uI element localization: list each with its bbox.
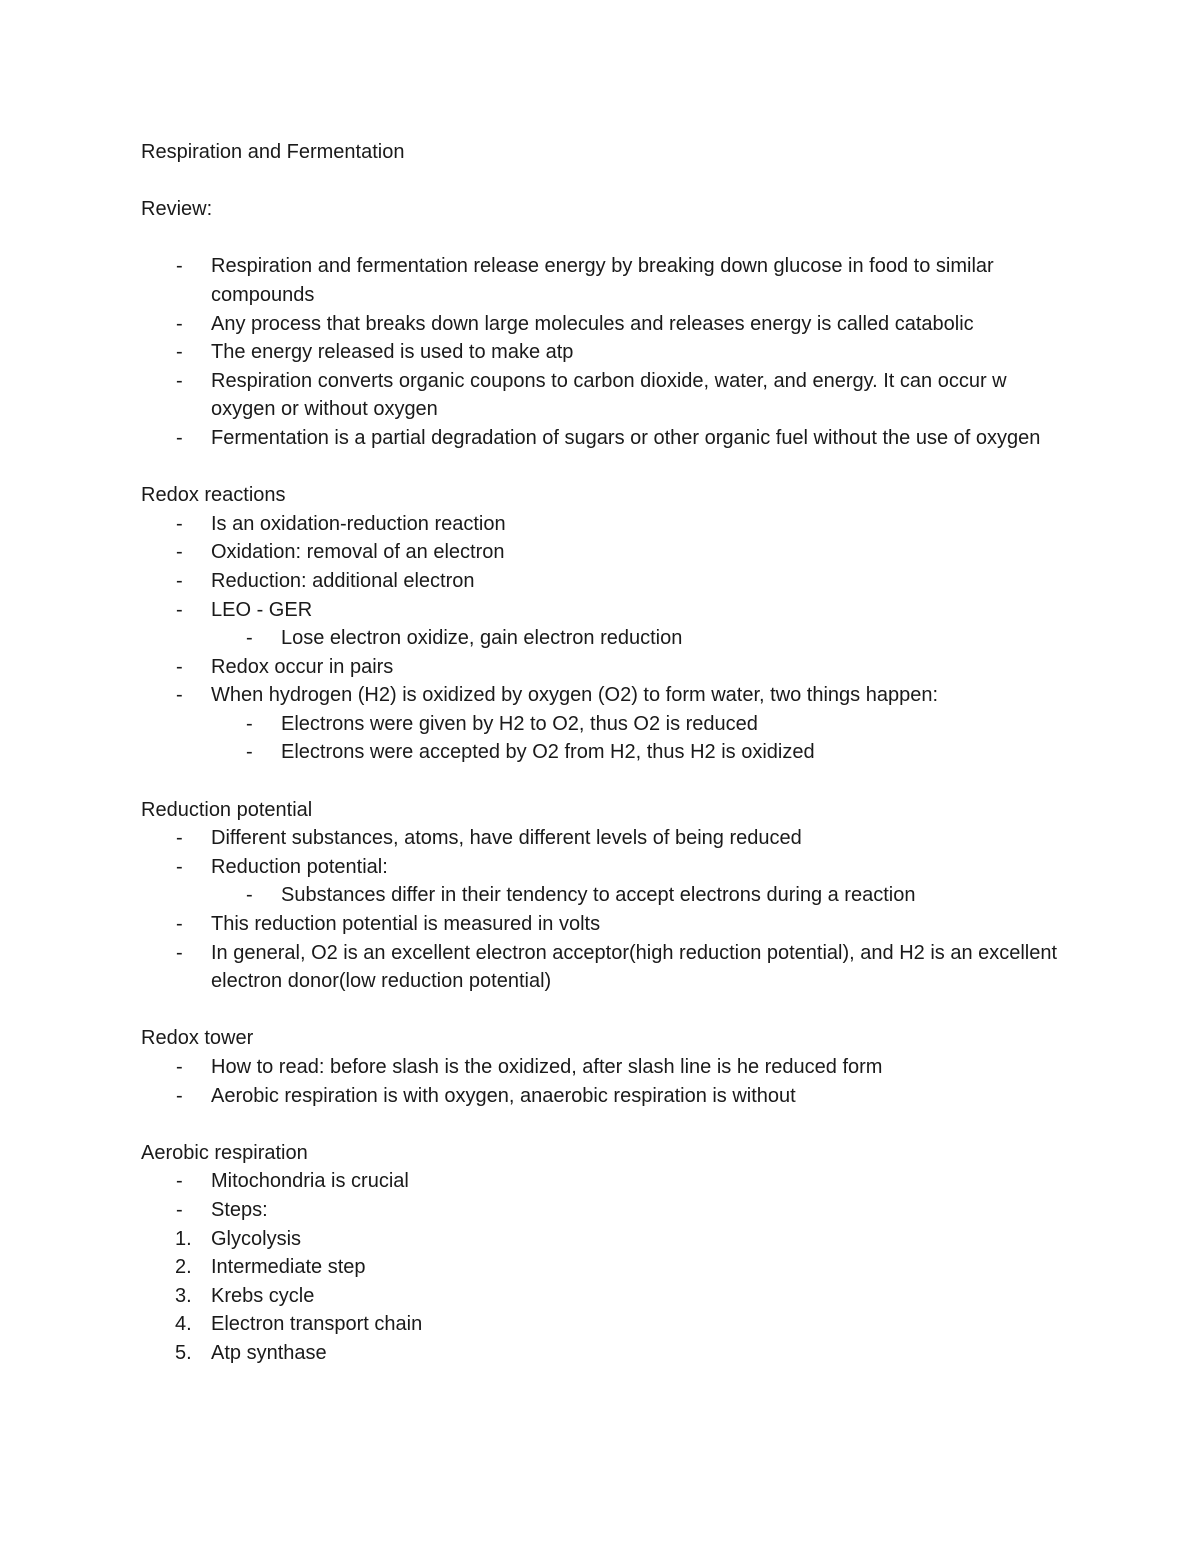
list-item-text: LEO - GER <box>211 598 313 621</box>
list-item-text: Fermentation is a partial degradation of sugars or other organic fuel without the use of oxygen <box>211 426 1041 449</box>
section-heading: Review: <box>141 198 213 221</box>
list-item-text: Substances differ in their tendency to accept electrons during a reaction <box>281 884 916 907</box>
number-marker: 2. <box>175 1256 192 1279</box>
section-heading: Redox reactions <box>141 484 286 507</box>
number-marker: 3. <box>175 1284 192 1307</box>
list-item-text: Oxidation: removal of an electron <box>211 541 505 564</box>
list-item <box>141 653 1071 682</box>
bullet-marker: - <box>176 1170 183 1193</box>
section <box>141 195 1071 481</box>
bullet-marker: - <box>176 598 183 621</box>
list-item <box>141 1310 1071 1339</box>
bullet-marker: - <box>176 1056 183 1078</box>
bullet-marker: - <box>176 312 183 335</box>
list-item-text: How to read: before slash is the oxidized, after slash line is he reduced form <box>211 1056 883 1078</box>
bullet-marker: - <box>176 855 183 878</box>
list-item-text: Atp synthase <box>211 1341 327 1364</box>
list-item <box>141 1339 1071 1368</box>
number-marker: 4. <box>175 1313 192 1336</box>
list-item-text: Electrons were given by H2 to O2, thus O2 is reduced <box>281 712 758 735</box>
list-item <box>141 910 1071 939</box>
bullet-marker: - <box>246 741 253 764</box>
list-item <box>141 853 1071 882</box>
list-item-text: The energy released is used to make atp <box>211 341 574 364</box>
list-item-text: Steps: <box>211 1198 268 1221</box>
spacer <box>141 453 1071 482</box>
bullet-marker: - <box>176 569 183 592</box>
number-marker: 5. <box>175 1341 192 1364</box>
list-item <box>141 1053 1071 1082</box>
bullet-marker: - <box>176 426 183 449</box>
list-item-text: Any process that breaks down large molecules and releases energy is called catabolic <box>211 312 974 335</box>
sections-container <box>141 195 1071 1367</box>
list-item-text: Krebs cycle <box>211 1284 315 1307</box>
bullet-marker: - <box>176 541 183 564</box>
spacer <box>141 1110 1071 1139</box>
section <box>141 1024 1071 1138</box>
section-heading: Aerobic respiration <box>141 1141 308 1164</box>
list-item-text: Glycolysis <box>211 1227 302 1250</box>
list-item <box>141 738 1071 767</box>
list-item-text: Reduction potential: <box>211 855 388 878</box>
list-item-text: Electrons were accepted by O2 from H2, thus H2 is oxidized <box>281 741 815 764</box>
list-item <box>141 596 1071 625</box>
list-item <box>141 710 1071 739</box>
list-item-text: Respiration and fermentation release energy by breaking down glucose in food to similar compounds <box>211 255 994 306</box>
bullet-marker: - <box>176 684 183 707</box>
list-item-text: Lose electron oxidize, gain electron reduction <box>281 627 683 650</box>
list-item <box>141 681 1071 710</box>
bullet-marker: - <box>246 884 253 907</box>
list-item-text: Intermediate step <box>211 1256 366 1279</box>
bullet-marker: - <box>176 913 183 936</box>
list-item <box>141 252 1071 309</box>
bullet-marker: - <box>176 512 183 535</box>
spacer <box>141 767 1071 796</box>
bullet-marker: - <box>246 712 253 735</box>
list-item <box>141 1282 1071 1311</box>
list-item <box>141 1225 1071 1254</box>
list-item-text: Different substances, atoms, have different levels of being reduced <box>211 827 802 850</box>
list-item <box>141 567 1071 596</box>
bullet-marker: - <box>176 827 183 850</box>
list-item <box>141 367 1071 424</box>
bullet-marker: - <box>246 627 253 650</box>
list-item-text: When hydrogen (H2) is oxidized by oxygen (O2) to form water, two things happen: <box>211 684 939 707</box>
list-item <box>141 624 1071 653</box>
section <box>141 481 1071 796</box>
list-item <box>141 424 1071 453</box>
bullet-marker: - <box>176 941 183 964</box>
section-heading: Redox tower <box>141 1027 254 1050</box>
list-item <box>141 1196 1071 1225</box>
spacer <box>141 996 1071 1025</box>
list-item <box>141 338 1071 367</box>
list-item <box>141 939 1071 996</box>
spacer <box>141 224 1071 253</box>
list-item <box>141 881 1071 910</box>
document-title: Respiration and Fermentation <box>141 141 405 163</box>
bullet-marker: - <box>176 1084 183 1107</box>
list-item <box>141 538 1071 567</box>
list-item-text: Aerobic respiration is with oxygen, anaerobic respiration is without <box>211 1084 796 1107</box>
list-item-text: Electron transport chain <box>211 1313 423 1336</box>
list-item <box>141 1253 1071 1282</box>
list-item <box>141 1082 1071 1111</box>
list-item-text: This reduction potential is measured in volts <box>211 913 601 936</box>
list-item <box>141 310 1071 339</box>
number-marker: 1. <box>175 1227 192 1250</box>
list-item-text: Respiration converts organic coupons to carbon dioxide, water, and energy. It can occur w oxygen or without oxygen <box>211 369 1007 421</box>
section <box>141 1139 1071 1368</box>
list-item-text: Is an oxidation-reduction reaction <box>211 512 506 535</box>
list-item <box>141 1167 1071 1196</box>
bullet-marker: - <box>176 341 183 364</box>
spacer <box>141 167 1071 196</box>
section <box>141 796 1071 1025</box>
list-item-text: Reduction: additional electron <box>211 569 475 592</box>
bullet-marker: - <box>176 655 183 678</box>
section-heading: Reduction potential <box>141 798 313 821</box>
list-item <box>141 510 1071 539</box>
document-body <box>141 138 1071 1368</box>
list-item <box>141 824 1071 853</box>
bullet-marker: - <box>176 369 183 392</box>
bullet-marker: - <box>176 255 183 278</box>
list-item-text: Redox occur in pairs <box>211 655 394 678</box>
list-item-text: In general, O2 is an excellent electron acceptor(high reduction potential), and H2 is an excellent electron donor(low reduction potential) <box>211 941 1058 993</box>
bullet-marker: - <box>176 1198 183 1221</box>
list-item-text: Mitochondria is crucial <box>211 1170 409 1193</box>
